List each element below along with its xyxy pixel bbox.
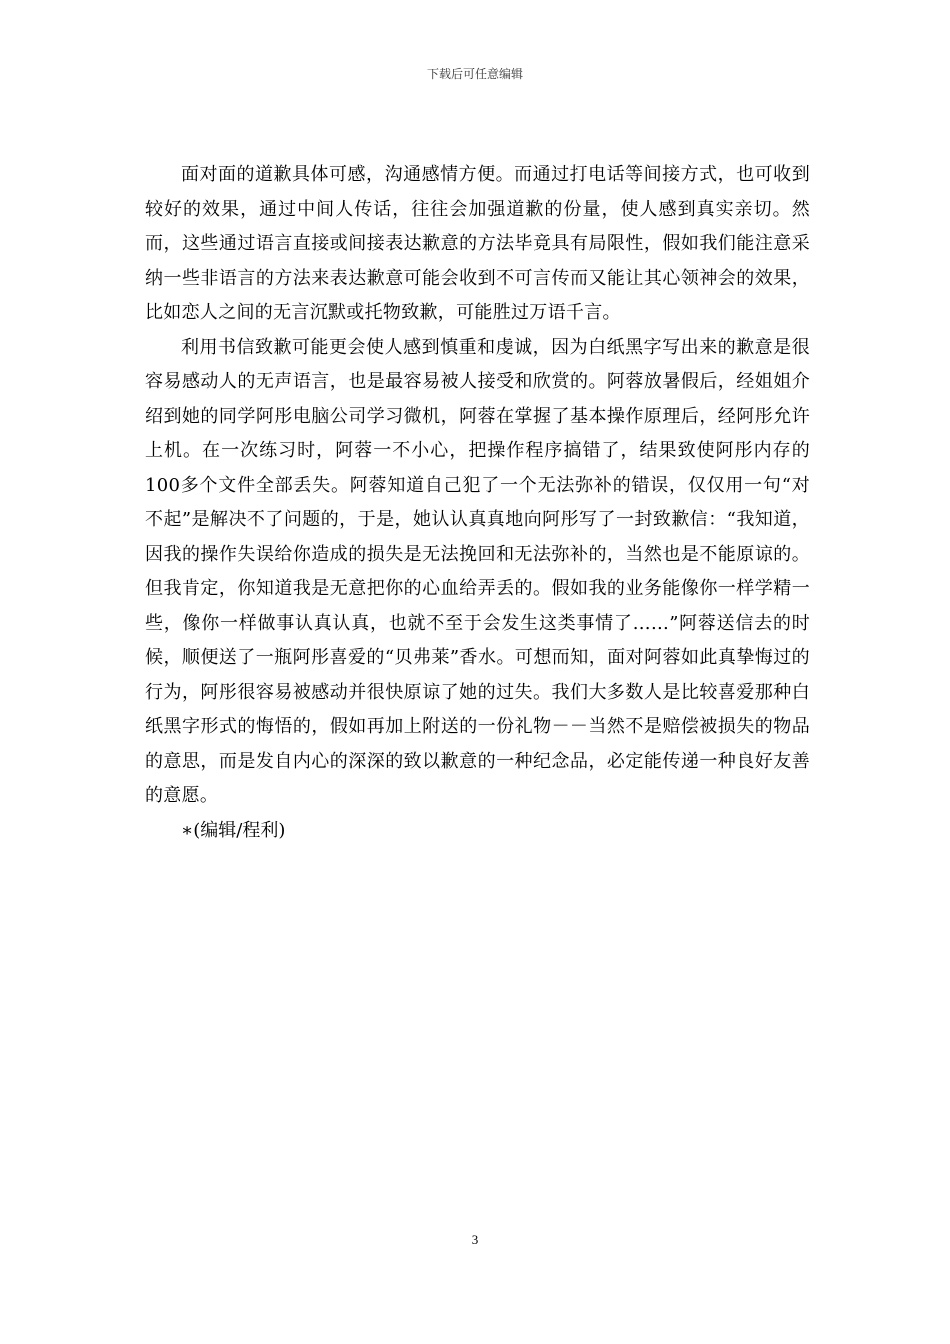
document-body bbox=[145, 158, 810, 848]
page-number: 3 bbox=[471, 1232, 479, 1247]
editor-credit: ∗(编辑/程利) bbox=[181, 819, 286, 841]
paragraph-2: 利用书信致歉可能更会使人感到慎重和虔诚，因为白纸黑字写出来的歉意是很容易感动人的无声语言，也是最容易被人接受和欣赏的。阿蓉放暑假后，经姐姐介绍到她的同学阿彤电脑公司学习微机，阿蓉在掌握了基本操作原理后，经阿彤允许上机。在一次练习时，阿蓉一不小心，把操作程序搞错了，结果致使阿彤内存的100多个文件全部丢失。阿蓉知道自己犯了一个无法弥补的错误，仅仅用一句“对不起”是解决不了问题的，于是，她认认真真地向阿彤写了一封致歉信：“我知道，因我的操作失误给你造成的损失是无法挽回和无法弥补的，当然也是不能原谅的。但我肯定，你知道我是无意把你的心血给弄丢的。假如我的业务能像你一样学精一些，像你一样做事认真认真，也就不至于会发生这类事情了……”阿蓉送信去的时候，顺便送了一瓶阿彤喜爱的“贝弗莱”香水。可想而知，面对阿蓉如此真挚悔过的行为，阿彤很容易被感动并很快原谅了她的过失。我们大多数人是比较喜爱那种白纸黑字形式的悔悟的，假如再加上附送的一份礼物－－当然不是赔偿被损失的物品的意思，而是发自内心的深深的致以歉意的一种纪念品，必定能传递一种良好友善的意愿。 bbox=[145, 336, 810, 806]
paragraph-1: 面对面的道歉具体可感，沟通感情方便。而通过打电话等间接方式，也可收到较好的效果，通过中间人传话，往往会加强道歉的份量，使人感到真实亲切。然而，这些通过语言直接或间接表达歉意的方法毕竟具有局限性，假如我们能注意采纳一些非语言的方法来表达歉意可能会收到不可言传而又能让其心领神会的效果，比如恋人之间的无言沉默或托物致歉，可能胜过万语千言。 bbox=[145, 164, 810, 323]
page-header: 下载后可任意编辑 bbox=[426, 67, 523, 81]
